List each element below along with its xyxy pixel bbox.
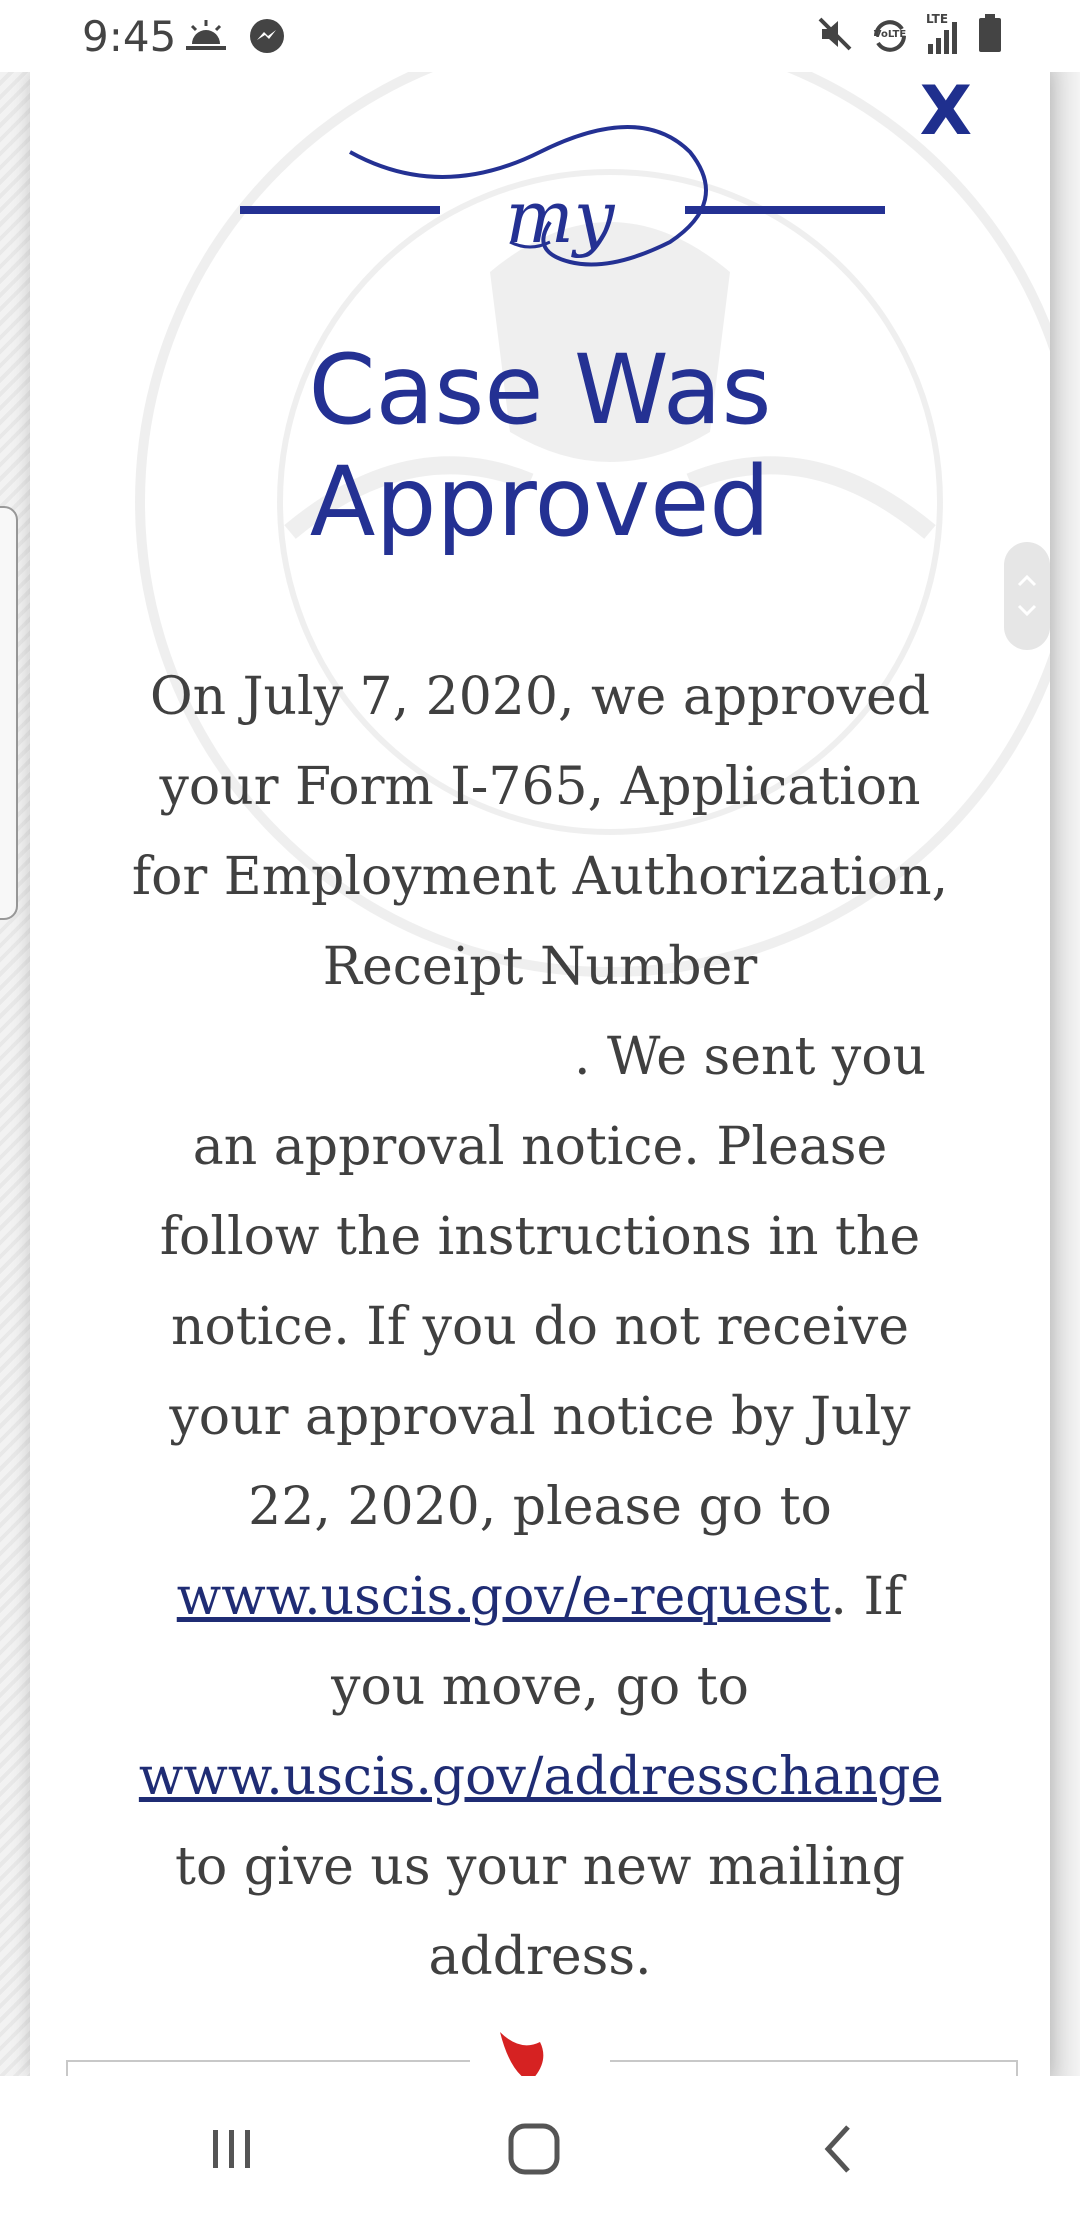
status-time: 9:45 xyxy=(82,12,177,61)
message-part-4: to give us your new mailing address. xyxy=(175,1837,905,1987)
logo-text: my xyxy=(505,175,615,259)
close-button[interactable]: X xyxy=(919,72,972,151)
mute-icon xyxy=(816,15,854,57)
lte-label: LTE xyxy=(926,12,949,26)
back-icon xyxy=(818,2121,858,2181)
battery-icon xyxy=(978,14,1002,58)
status-left-icons xyxy=(186,18,286,58)
modal-title xyxy=(30,334,1050,558)
my-logo xyxy=(210,92,910,352)
system-navigation-bar xyxy=(0,2076,1080,2220)
message-part-3: . If you move, go to xyxy=(331,1567,904,1717)
lte-signal-icon xyxy=(926,12,962,56)
weather-sunrise-icon xyxy=(186,18,226,58)
title-line-2: Approved xyxy=(309,446,771,558)
home-icon xyxy=(506,2121,562,2181)
volte-icon xyxy=(870,16,910,56)
recent-apps-button[interactable] xyxy=(192,2116,272,2186)
title-line-1: Case Was xyxy=(308,334,772,446)
status-right-icons xyxy=(816,14,1002,58)
chevron-up-icon xyxy=(1017,572,1037,591)
message-part-1: On July 7, 2020, we approved your Form I-765, Application for Employment Authorization, Receipt Number xyxy=(131,667,949,997)
back-button[interactable] xyxy=(798,2116,878,2186)
status-bar xyxy=(0,0,1080,72)
chevron-down-icon xyxy=(1017,601,1037,620)
recent-apps-icon xyxy=(207,2124,257,2178)
page-edge xyxy=(1050,72,1080,2076)
case-status-message xyxy=(130,652,950,2002)
case-status-modal xyxy=(30,72,1050,2076)
address-change-link[interactable]: www.uscis.gov/addresschange xyxy=(138,1747,942,1807)
e-request-link[interactable]: www.uscis.gov/e-request xyxy=(176,1567,831,1627)
messenger-icon xyxy=(248,17,286,59)
home-button[interactable] xyxy=(494,2116,574,2186)
redacted-receipt-number xyxy=(154,1041,574,1081)
footer-emblem xyxy=(470,2032,610,2076)
page-side-tab xyxy=(0,506,18,920)
message-part-2: . We sent you an approval notice. Please follow the instructions in the notice. If you do not receive your approval notice by July 22, 2020, please go to xyxy=(159,1027,927,1537)
scroll-handle[interactable] xyxy=(1004,542,1050,650)
volte-label: VoLTE xyxy=(873,29,907,40)
